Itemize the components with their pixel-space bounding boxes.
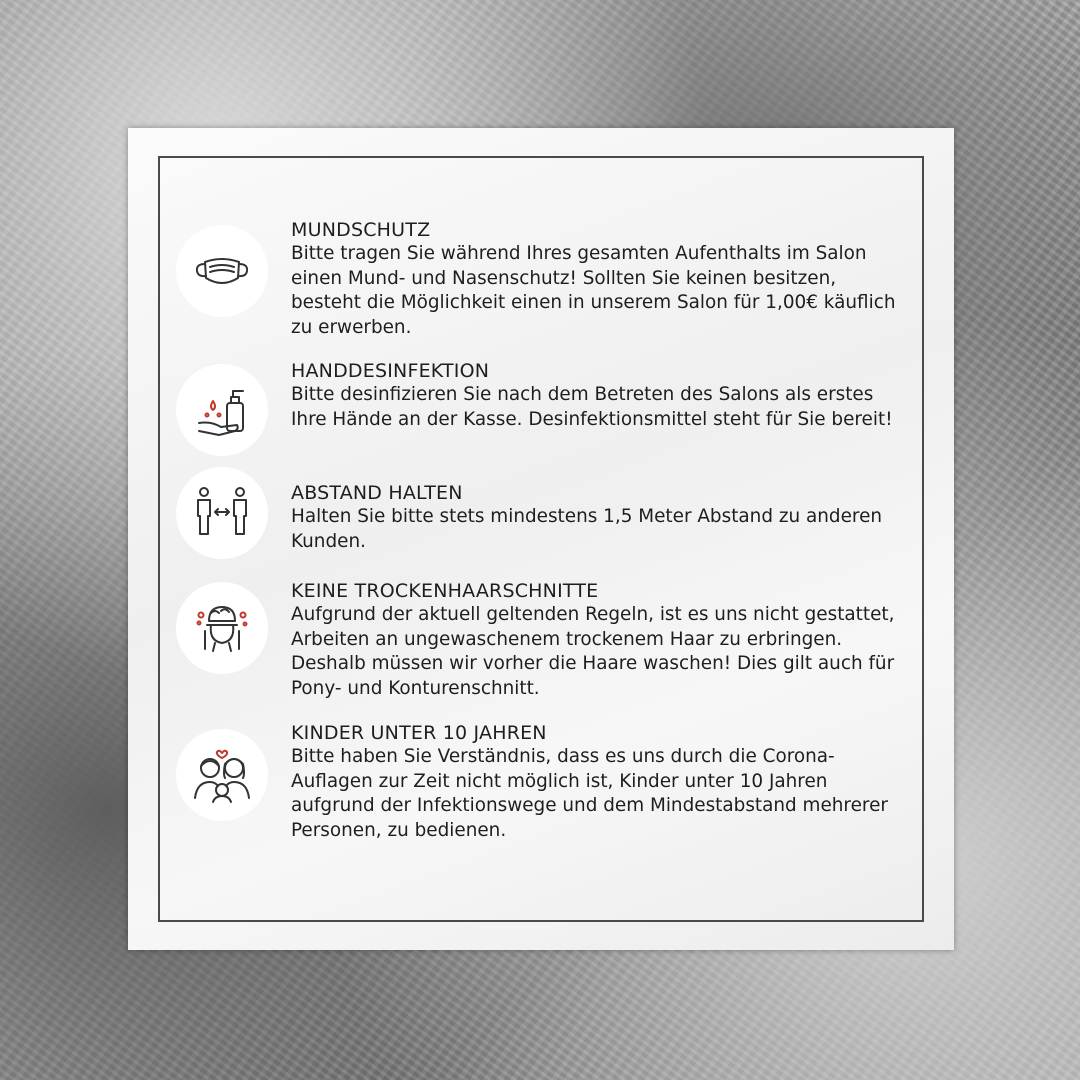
hair-washing-icon <box>176 582 268 674</box>
section-text: Bitte haben Sie Verständnis, dass es uns durch die Corona-Auflagen zur Zeit nicht möglich ist, Kinder unter 10 Jahren aufgrund der Infektionswege und dem Mindestabstand mehrerer Personen, zu bedienen. <box>291 746 888 841</box>
section-title: MUNDSCHUTZ <box>291 219 431 241</box>
section-title: ABSTAND HALTEN <box>291 482 463 504</box>
section-title: HANDDESINFEKTION <box>291 360 490 382</box>
section-title: KEINE TROCKENHAARSCHNITTE <box>291 580 599 602</box>
face-mask-icon <box>176 225 268 317</box>
hand-sanitizer-icon <box>176 364 268 456</box>
section-text: Bitte desinfizieren Sie nach dem Betreten des Salons als erstes Ihre Hände an der Kasse. Desinfektionsmittel steht für Sie bereit! <box>291 384 893 430</box>
family-children-icon <box>176 729 268 821</box>
section-text: Halten Sie bitte stets mindestens 1,5 Meter Abstand zu anderen Kunden. <box>291 506 883 552</box>
section-text: Bitte tragen Sie während Ihres gesamten Aufenthalts im Salon einen Mund- und Nasenschutz! Sollten Sie keinen besitzen, besteht die Möglichkeit einen in unserem Salon für 1,00€ käuflich zu erwerben. <box>291 243 896 338</box>
section-text: Aufgrund der aktuell geltenden Regeln, ist es uns nicht gestattet, Arbeiten an ungewaschenem trockenem Haar zu erbringen. Deshalb müssen wir vorher die Haare waschen! Dies gilt auch für Pony- und Konturenschnitt. <box>291 604 895 699</box>
section-title: KINDER UNTER 10 JAHREN <box>291 722 547 744</box>
info-card <box>128 128 954 950</box>
social-distance-icon <box>176 467 268 559</box>
